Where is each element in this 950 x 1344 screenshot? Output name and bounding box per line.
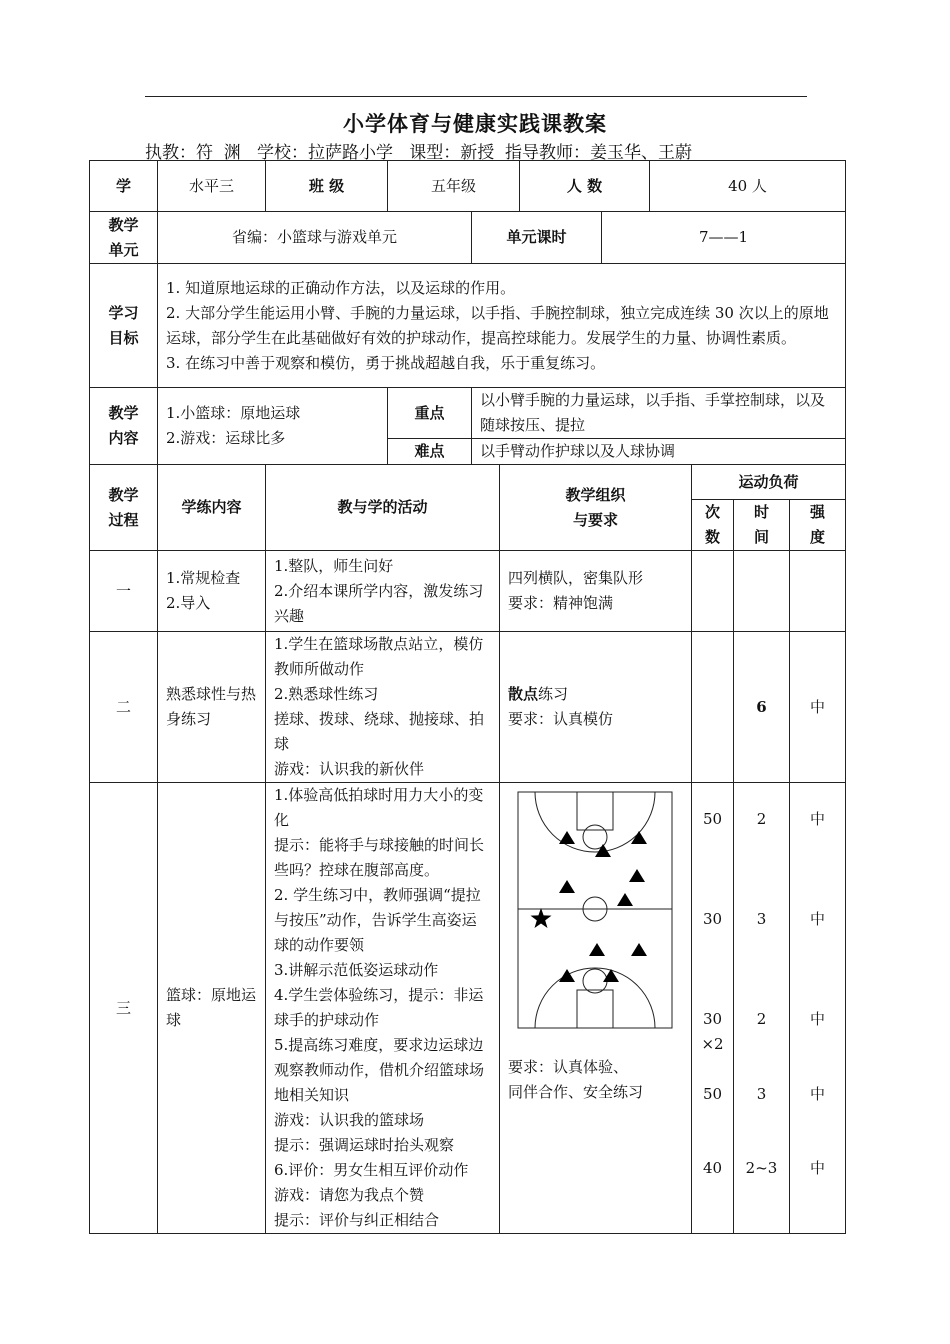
student-triangle xyxy=(589,943,605,956)
page-subtitle: 执教：符 渊 学校：拉萨路小学 课型：新授 指导教师：姜玉华、王蔚 xyxy=(145,143,693,163)
key-label: 重点 xyxy=(388,388,472,439)
row-times xyxy=(692,632,734,783)
teacher-star-icon xyxy=(531,908,552,928)
bottom-three-arc xyxy=(535,968,655,1028)
top-key xyxy=(577,792,613,830)
row-content: 熟悉球性与热身练习 xyxy=(158,632,266,783)
row-intensity xyxy=(790,551,846,632)
content-label: 教学 内容 xyxy=(90,388,158,465)
bottom-ft-circle xyxy=(583,969,607,993)
class-value: 五年级 xyxy=(388,161,520,212)
header-stage: 教学 过程 xyxy=(90,465,158,551)
bottom-key xyxy=(577,990,613,1028)
row-org: 四列横队，密集队形 要求：精神饱满 xyxy=(500,551,692,632)
count-value: 40 人 xyxy=(650,161,846,212)
row-intensity: 中 xyxy=(790,632,846,783)
basketball-court-diagram xyxy=(517,791,673,1029)
row-content: 1.常规检查 2.导入 xyxy=(158,551,266,632)
header-activity: 教与学的活动 xyxy=(266,465,500,551)
header-intensity: 强 度 xyxy=(790,500,846,551)
row-duration xyxy=(734,551,790,632)
unit-lesson-label: 单元课时 xyxy=(472,212,602,264)
table-row xyxy=(90,551,846,632)
header-rule xyxy=(145,96,807,97)
row-stage: 三 xyxy=(90,783,158,1234)
table-row xyxy=(90,632,846,783)
student-triangle xyxy=(617,893,633,906)
unit-label: 教学 单元 xyxy=(90,212,158,264)
header-times: 次 数 xyxy=(692,500,734,551)
count-label: 人 数 xyxy=(520,161,650,212)
goal-item: 1. 知道原地运球的正确动作方法，以及运球的作用。 xyxy=(166,278,516,297)
row-activity: 1.整队，师生问好 2.介绍本课所学内容，激发练习兴趣 xyxy=(266,551,500,632)
org-bold: 散点 xyxy=(508,685,539,703)
unit-value: 省编：小篮球与游戏单元 xyxy=(158,212,472,264)
row-stage: 二 xyxy=(90,632,158,783)
goals-cell xyxy=(158,264,846,388)
unit-lesson-value: 7——1 xyxy=(602,212,846,264)
student-triangle xyxy=(629,869,645,882)
stage-label: 学 xyxy=(90,161,158,212)
student-triangle xyxy=(559,880,575,893)
page-title: 小学体育与健康实践课教案 xyxy=(343,111,607,136)
row-intensity: 中 中 中 中 中 xyxy=(790,783,846,1234)
contents-cell xyxy=(158,388,388,465)
row-org: 散点练习 要求：认真模仿 xyxy=(500,632,692,783)
difficulty-label: 难点 xyxy=(388,439,472,465)
row-org: 要求：认真体验、 同伴合作、安全练习 xyxy=(500,783,692,1234)
row-stage: 一 xyxy=(90,551,158,632)
goal-item: 3. 在练习中善于观察和模仿，勇于挑战超越自我，乐于重复练习。 xyxy=(166,353,606,372)
difficulty-value: 以手臂动作护球以及人球协调 xyxy=(472,439,846,465)
row-duration: 6 xyxy=(734,632,790,783)
table-row xyxy=(90,783,846,1234)
info-table xyxy=(89,160,846,465)
key-value: 以小臂手腕的力量运球，以手指、手掌控制球，以及随球按压、提拉 xyxy=(472,388,846,439)
process-table xyxy=(89,464,846,1234)
header-content: 学练内容 xyxy=(158,465,266,551)
row-times: 50 30 30 ×2 50 40 xyxy=(692,783,734,1234)
row-activity: 1.体验高低拍球时用力大小的变化 提示：能将手与球接触的时间长些吗？控球在腹部高度。 2. 学生练习中，教师强调“提拉与按压”动作，告诉学生高姿运球的动作要领 3.讲解示范低姿运球动作 4.学生尝体验练习，提示：非运球手的护球动作 5.提高练习难度，要求边运球边观察教师动作，借机介绍篮球场地相关知识 游戏：认识我的篮球场 提示：强调运球时抬头观察 6.评价：男女生相互评价动作 游戏：请您为我点个赞 提示：评价与纠正相结合 xyxy=(266,783,500,1234)
class-label: 班 级 xyxy=(266,161,388,212)
stage-value: 水平三 xyxy=(158,161,266,212)
row-activity: 1.学生在篮球场散点站立，模仿教师所做动作 2.熟悉球性练习 搓球、拨球、绕球、抛接球、拍球 游戏：认识我的新伙伴 xyxy=(266,632,500,783)
header-org: 教学组织 与要求 xyxy=(500,465,692,551)
header-duration: 时 间 xyxy=(734,500,790,551)
content-item: 2.游戏：运球比多 xyxy=(166,429,286,447)
student-triangle xyxy=(559,831,575,844)
content-item: 1.小篮球：原地运球 xyxy=(166,404,301,422)
student-triangle xyxy=(559,969,575,982)
goal-label: 学习 目标 xyxy=(90,264,158,388)
goal-item: 2. 大部分学生能运用小臂、手腕的力量运球，以手指、手腕控制球，独立完成连续 30 次以上的原地运球，部分学生在此基础做好有效的护球动作，提高控球能力。发展学生的力量、协调性素质。 xyxy=(166,303,829,347)
header-load: 运动负荷 xyxy=(692,465,846,500)
row-duration: 2 3 2 3 2~3 xyxy=(734,783,790,1234)
row-content: 篮球：原地运球 xyxy=(158,783,266,1234)
row-times xyxy=(692,551,734,632)
student-triangle xyxy=(631,943,647,956)
